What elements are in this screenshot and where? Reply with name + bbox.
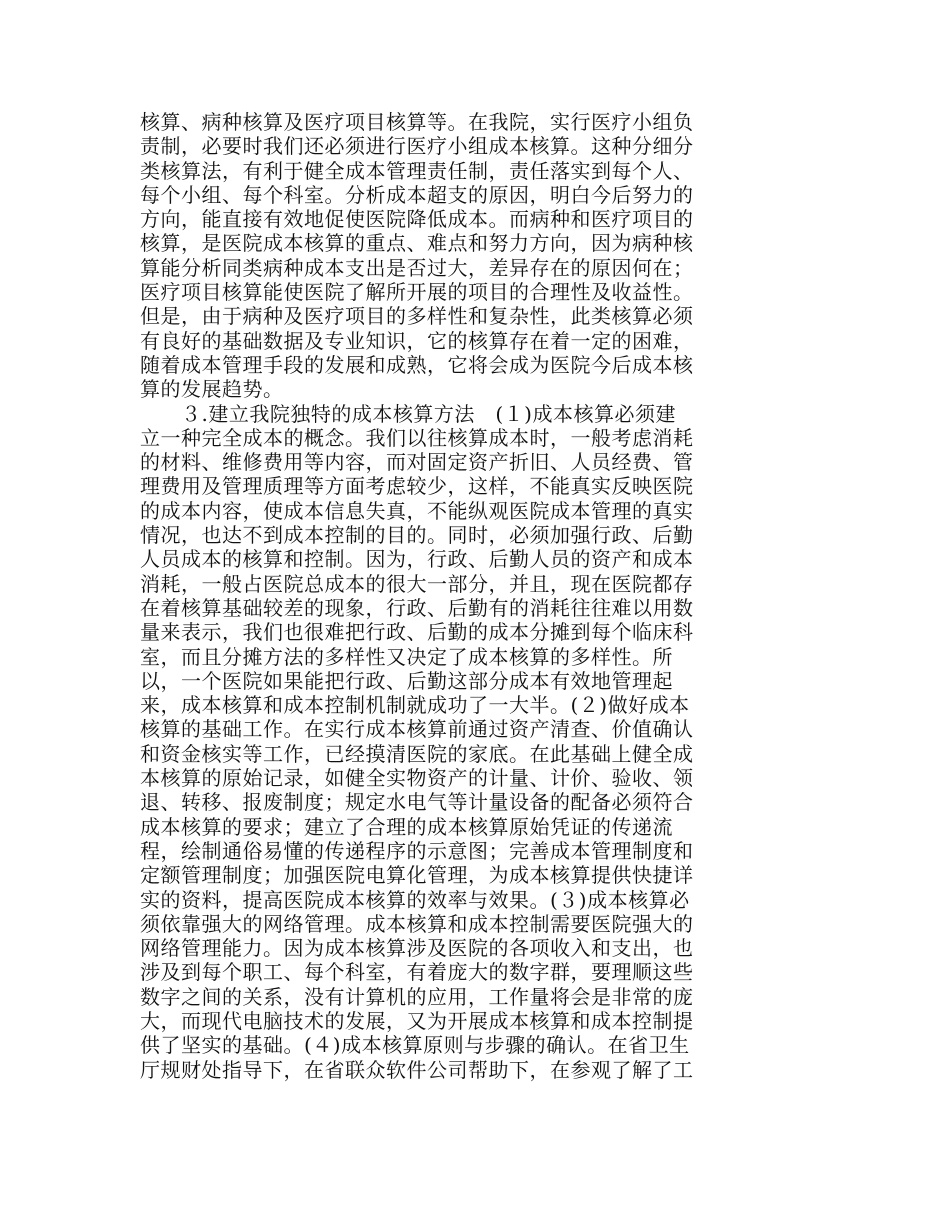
text-line: 方向，能直接有效地促使医院降低成本。而病种和医疗项目的 [140,207,694,232]
text-line: 理费用及管理质理等方面考虑较少，这样，不能真实反映医院 [140,474,694,499]
text-line: 退、转移、报废制度；规定水电气等计量设备的配备必须符合 [140,790,694,815]
text-line: 以，一个医院如果能把行政、后勤这部分成本有效地管理起 [140,668,673,693]
text-line: 须依靠强大的网络管理。成本核算和成本控制需要医院强大的 [140,911,694,936]
text-line: 数字之间的关系，没有计算机的应用，工作量将会是非常的庞 [140,984,694,1009]
text-line: 消耗，一般占医院总成本的很大一部分，并且，现在医院都存 [140,571,694,596]
text-line: 网络管理能力。因为成本核算涉及医院的各项收入和支出，也 [140,936,694,961]
text-line: 供了坚实的基础。(４)成本核算原则与步骤的确认。在省卫生 [140,1033,690,1058]
text-line: 类核算法，有利于健全成本管理责任制，责任落实到每个人、 [140,158,694,183]
text-line: 随着成本管理手段的发展和成熟，它将会成为医院今后成本核 [140,352,694,377]
text-line: 人员成本的核算和控制。因为，行政、后勤人员的资产和成本 [140,547,694,572]
text-line: 核算、病种核算及医疗项目核算等。在我院，实行医疗小组负 [140,110,694,134]
text-line: 情况，也达不到成本控制的目的。同时，必须加强行政、后勤 [140,523,694,548]
text-line: 实的资料，提高医院成本核算的效率与效果。(３)成本核算必 [140,887,690,912]
document-body [140,110,740,1082]
text-line: 但是，由于病种及医疗项目的多样性和复杂性，此类核算必须 [140,304,694,329]
text-line: 成本核算的要求；建立了合理的成本核算原始凭证的传递流 [140,814,673,839]
text-line: 医疗项目核算能使医院了解所开展的项目的合理性及收益性。 [140,280,694,305]
text-line: 责制，必要时我们还必须进行医疗小组成本核算。这种分细分 [140,134,694,159]
text-line: 量来表示，我们也很难把行政、后勤的成本分摊到每个临床科 [140,620,694,645]
text-line: 涉及到每个职工、每个科室，有着庞大的数字群，要理顺这些 [140,960,694,985]
text-line: 厅规财处指导下，在省联众软件公司帮助下，在参观了解了工 [140,1057,694,1082]
text-line: 有良好的基础数据及专业知识，它的核算存在着一定的困难， [140,328,694,353]
text-line: 和资金核实等工作，已经摸清医院的家底。在此基础上健全成 [140,741,694,766]
text-line: 定额管理制度；加强医院电算化管理，为成本核算提供快捷详 [140,863,694,888]
text-line: 每个小组、每个科室。分析成本超支的原因，明白今后努力的 [140,182,694,207]
text-line: 大，而现代电脑技术的发展，又为开展成本核算和成本控制提 [140,1008,694,1033]
text-line: 室，而且分摊方法的多样性又决定了成本核算的多样性。所 [140,644,673,669]
text-line: 在着核算基础较差的现象，行政、后勤有的消耗往往难以用数 [140,595,694,620]
section-heading-line: ３.建立我院独特的成本核算方法 (１)成本核算必须建 [140,401,676,426]
text-line: 的材料、维修费用等内容，而对固定资产折旧、人员经费、管 [140,450,694,475]
text-line: 算的发展趋势。 [140,377,284,402]
text-line: 算能分析同类病种成本支出是否过大，差异存在的原因何在； [140,255,694,280]
text-line: 立一种完全成本的概念。我们以往核算成本时，一般考虑消耗 [140,425,694,450]
text-line: 程，绘制通俗易懂的传递程序的示意图；完善成本管理制度和 [140,838,694,863]
text-line: 来，成本核算和成本控制机制就成功了一大半。(２)做好成本 [140,693,690,718]
text-line: 核算的基础工作。在实行成本核算前通过资产清查、价值确认 [140,717,694,742]
text-line: 本核算的原始记录，如健全实物资产的计量、计价、验收、领 [140,766,694,791]
text-line: 的成本内容，使成本信息失真，不能纵观医院成本管理的真实 [140,498,694,523]
text-line: 核算，是医院成本核算的重点、难点和努力方向，因为病种核 [140,231,694,256]
